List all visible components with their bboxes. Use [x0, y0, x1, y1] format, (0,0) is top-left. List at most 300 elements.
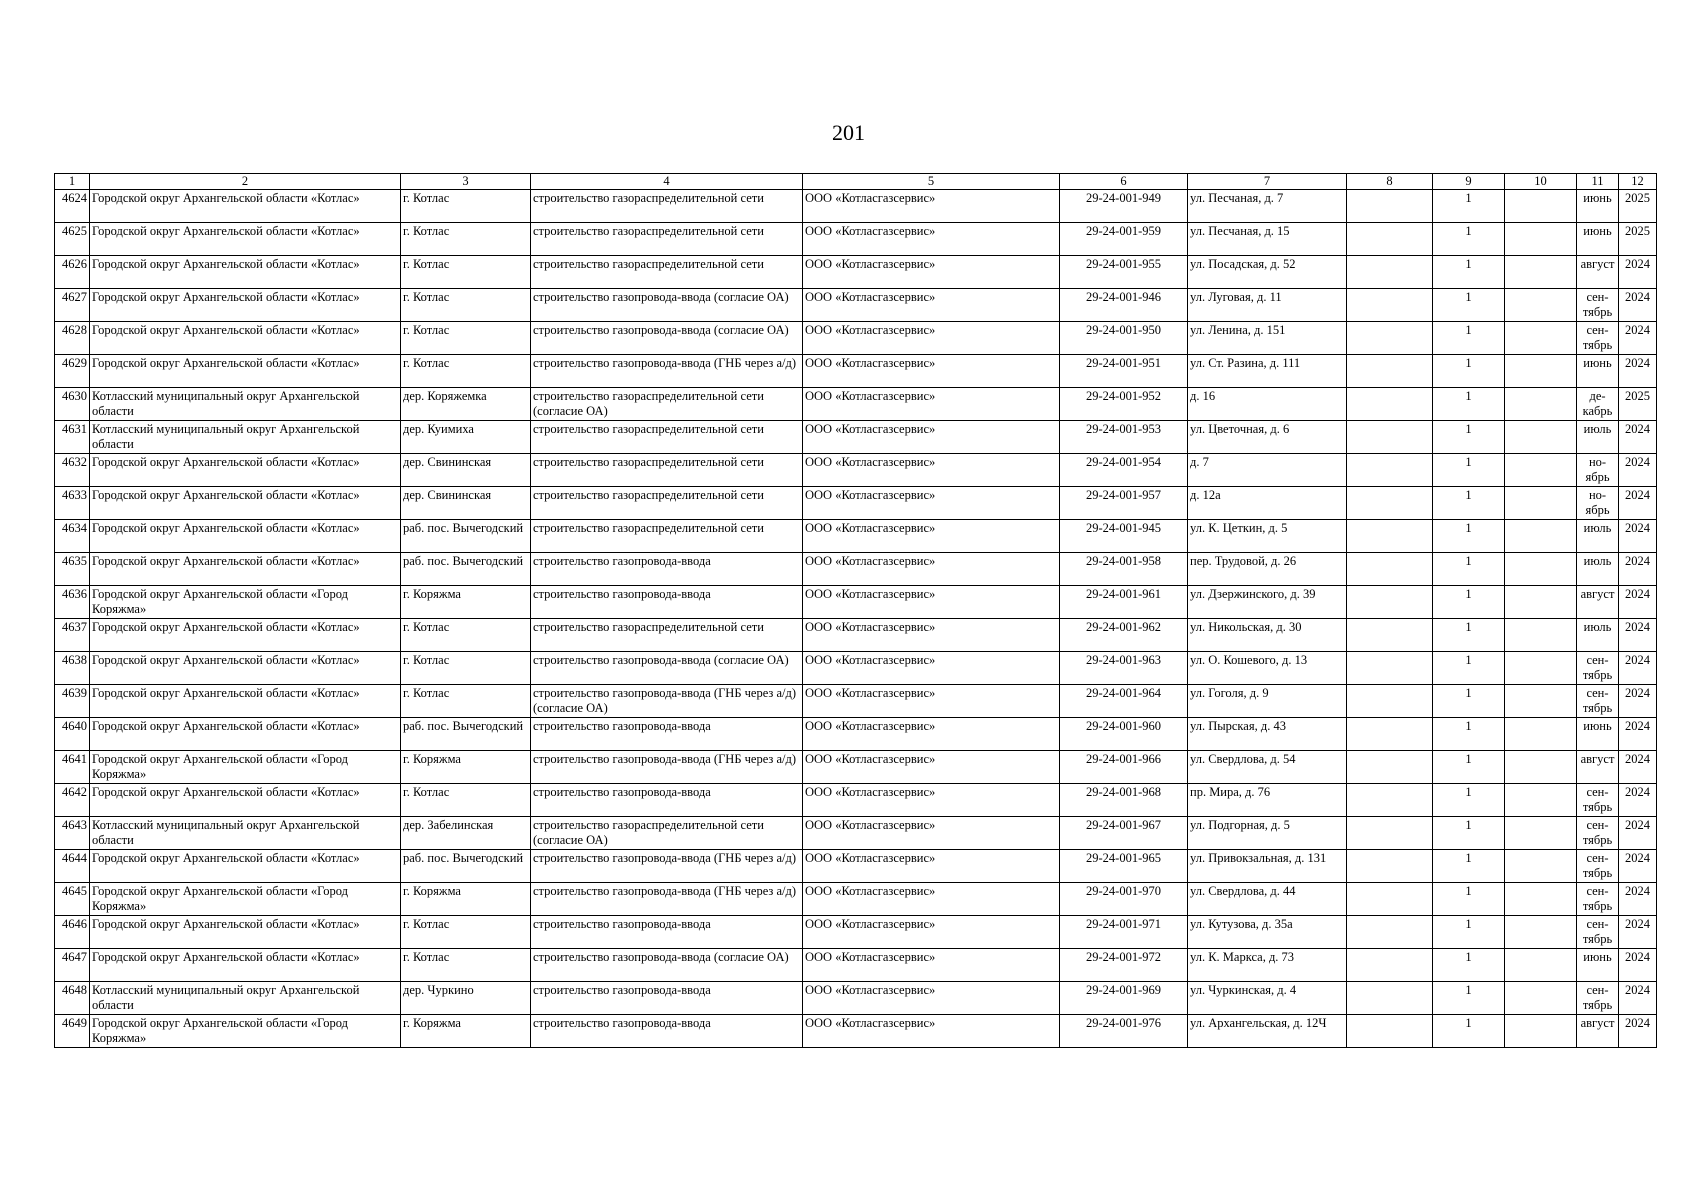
cell-settlement: г. Коряжма — [401, 1015, 531, 1048]
cell-row-number: 4636 — [55, 586, 90, 619]
table-row — [55, 850, 1657, 883]
cell-settlement: г. Котлас — [401, 256, 531, 289]
page-number: 201 — [832, 120, 865, 145]
cell-municipality: Городской округ Архангельской области «Город Коряжма» — [90, 1015, 401, 1048]
cell-municipality: Котласский муниципальный округ Архангельской области — [90, 421, 401, 454]
cell-col-8 — [1347, 454, 1433, 487]
cell-col-8 — [1347, 850, 1433, 883]
cell-work-type: строительство газопровода-ввода — [531, 916, 803, 949]
cell-object-code: 29-24-001-955 — [1060, 256, 1188, 289]
cell-organization: ООО «Котласгазсервис» — [803, 751, 1060, 784]
table-row — [55, 751, 1657, 784]
cell-col-8 — [1347, 652, 1433, 685]
cell-organization: ООО «Котласгазсервис» — [803, 850, 1060, 883]
cell-address: ул. К. Цеткин, д. 5 — [1188, 520, 1347, 553]
cell-col-10 — [1505, 685, 1577, 718]
cell-month: июнь — [1577, 190, 1619, 223]
cell-col-8 — [1347, 355, 1433, 388]
cell-col-10 — [1505, 388, 1577, 421]
cell-col-10 — [1505, 850, 1577, 883]
cell-organization: ООО «Котласгазсервис» — [803, 553, 1060, 586]
cell-year: 2025 — [1619, 388, 1657, 421]
column-header: 4 — [531, 174, 803, 190]
cell-year: 2024 — [1619, 322, 1657, 355]
table-row — [55, 619, 1657, 652]
cell-work-type: строительство газопровода-ввода (ГНБ через а/д) — [531, 751, 803, 784]
cell-municipality: Городской округ Архангельской области «Котлас» — [90, 223, 401, 256]
cell-work-type: строительство газопровода-ввода (ГНБ через а/д) — [531, 355, 803, 388]
cell-object-code: 29-24-001-946 — [1060, 289, 1188, 322]
cell-row-number: 4635 — [55, 553, 90, 586]
cell-row-number: 4643 — [55, 817, 90, 850]
cell-settlement: дер. Чуркино — [401, 982, 531, 1015]
cell-year: 2024 — [1619, 586, 1657, 619]
cell-year: 2024 — [1619, 421, 1657, 454]
cell-organization: ООО «Котласгазсервис» — [803, 784, 1060, 817]
cell-col-10 — [1505, 256, 1577, 289]
cell-col-8 — [1347, 289, 1433, 322]
cell-organization: ООО «Котласгазсервис» — [803, 289, 1060, 322]
cell-work-type: строительство газораспределительной сети — [531, 454, 803, 487]
column-header: 8 — [1347, 174, 1433, 190]
cell-year: 2024 — [1619, 883, 1657, 916]
cell-address: ул. Подгорная, д. 5 — [1188, 817, 1347, 850]
cell-municipality: Городской округ Архангельской области «Город Коряжма» — [90, 751, 401, 784]
cell-municipality: Котласский муниципальный округ Архангельской области — [90, 982, 401, 1015]
cell-col-10 — [1505, 916, 1577, 949]
cell-object-code: 29-24-001-960 — [1060, 718, 1188, 751]
cell-organization: ООО «Котласгазсервис» — [803, 586, 1060, 619]
cell-quantity: 1 — [1433, 982, 1505, 1015]
cell-col-8 — [1347, 256, 1433, 289]
cell-quantity: 1 — [1433, 751, 1505, 784]
cell-organization: ООО «Котласгазсервис» — [803, 421, 1060, 454]
cell-year: 2024 — [1619, 355, 1657, 388]
cell-col-8 — [1347, 916, 1433, 949]
cell-row-number: 4625 — [55, 223, 90, 256]
cell-month: но-ябрь — [1577, 487, 1619, 520]
cell-object-code: 29-24-001-976 — [1060, 1015, 1188, 1048]
cell-row-number: 4624 — [55, 190, 90, 223]
cell-col-10 — [1505, 586, 1577, 619]
cell-municipality: Городской округ Архангельской области «Котлас» — [90, 619, 401, 652]
cell-month: июль — [1577, 619, 1619, 652]
cell-address: д. 7 — [1188, 454, 1347, 487]
cell-settlement: г. Котлас — [401, 949, 531, 982]
cell-settlement: дер. Коряжемка — [401, 388, 531, 421]
table-row — [55, 322, 1657, 355]
cell-year: 2024 — [1619, 718, 1657, 751]
cell-col-8 — [1347, 817, 1433, 850]
cell-organization: ООО «Котласгазсервис» — [803, 487, 1060, 520]
cell-municipality: Городской округ Архангельской области «Котлас» — [90, 355, 401, 388]
cell-month: июль — [1577, 520, 1619, 553]
cell-object-code: 29-24-001-962 — [1060, 619, 1188, 652]
cell-month: август — [1577, 1015, 1619, 1048]
cell-quantity: 1 — [1433, 718, 1505, 751]
cell-year: 2024 — [1619, 949, 1657, 982]
cell-row-number: 4642 — [55, 784, 90, 817]
cell-address: д. 16 — [1188, 388, 1347, 421]
cell-settlement: раб. пос. Вычегодский — [401, 850, 531, 883]
cell-row-number: 4637 — [55, 619, 90, 652]
cell-municipality: Городской округ Архангельской области «Котлас» — [90, 256, 401, 289]
table-row — [55, 817, 1657, 850]
cell-col-10 — [1505, 718, 1577, 751]
cell-col-8 — [1347, 751, 1433, 784]
cell-address: ул. К. Маркса, д. 73 — [1188, 949, 1347, 982]
table-row — [55, 454, 1657, 487]
cell-organization: ООО «Котласгазсервис» — [803, 322, 1060, 355]
cell-settlement: раб. пос. Вычегодский — [401, 718, 531, 751]
cell-col-10 — [1505, 553, 1577, 586]
cell-object-code: 29-24-001-949 — [1060, 190, 1188, 223]
column-number-row — [55, 174, 1657, 190]
cell-address: ул. Свердлова, д. 54 — [1188, 751, 1347, 784]
cell-address: ул. Луговая, д. 11 — [1188, 289, 1347, 322]
cell-object-code: 29-24-001-966 — [1060, 751, 1188, 784]
cell-organization: ООО «Котласгазсервис» — [803, 1015, 1060, 1048]
cell-month: сен-тябрь — [1577, 982, 1619, 1015]
cell-settlement: г. Котлас — [401, 355, 531, 388]
cell-organization: ООО «Котласгазсервис» — [803, 949, 1060, 982]
cell-quantity: 1 — [1433, 487, 1505, 520]
cell-row-number: 4644 — [55, 850, 90, 883]
cell-row-number: 4639 — [55, 685, 90, 718]
cell-quantity: 1 — [1433, 289, 1505, 322]
cell-month: сен-тябрь — [1577, 916, 1619, 949]
cell-row-number: 4648 — [55, 982, 90, 1015]
cell-month: де-кабрь — [1577, 388, 1619, 421]
cell-row-number: 4626 — [55, 256, 90, 289]
cell-object-code: 29-24-001-951 — [1060, 355, 1188, 388]
cell-settlement: дер. Свининская — [401, 454, 531, 487]
column-header: 9 — [1433, 174, 1505, 190]
table-row — [55, 520, 1657, 553]
cell-address: ул. Свердлова, д. 44 — [1188, 883, 1347, 916]
cell-row-number: 4646 — [55, 916, 90, 949]
cell-organization: ООО «Котласгазсервис» — [803, 520, 1060, 553]
cell-quantity: 1 — [1433, 784, 1505, 817]
cell-address: ул. Пырская, д. 43 — [1188, 718, 1347, 751]
cell-organization: ООО «Котласгазсервис» — [803, 817, 1060, 850]
cell-month: сен-тябрь — [1577, 784, 1619, 817]
cell-col-10 — [1505, 520, 1577, 553]
table-row — [55, 949, 1657, 982]
cell-col-8 — [1347, 487, 1433, 520]
column-header: 7 — [1188, 174, 1347, 190]
cell-quantity: 1 — [1433, 883, 1505, 916]
cell-row-number: 4629 — [55, 355, 90, 388]
cell-work-type: строительство газопровода-ввода (согласие ОА) — [531, 652, 803, 685]
cell-month: июль — [1577, 553, 1619, 586]
cell-quantity: 1 — [1433, 949, 1505, 982]
cell-object-code: 29-24-001-957 — [1060, 487, 1188, 520]
cell-object-code: 29-24-001-958 — [1060, 553, 1188, 586]
cell-year: 2024 — [1619, 619, 1657, 652]
cell-quantity: 1 — [1433, 850, 1505, 883]
cell-col-8 — [1347, 784, 1433, 817]
cell-col-8 — [1347, 1015, 1433, 1048]
cell-work-type: строительство газопровода-ввода (ГНБ через а/д) — [531, 883, 803, 916]
column-header: 3 — [401, 174, 531, 190]
cell-work-type: строительство газораспределительной сети — [531, 256, 803, 289]
cell-year: 2024 — [1619, 982, 1657, 1015]
cell-row-number: 4627 — [55, 289, 90, 322]
register-body — [55, 190, 1657, 1048]
cell-object-code: 29-24-001-964 — [1060, 685, 1188, 718]
cell-month: август — [1577, 256, 1619, 289]
cell-settlement: г. Коряжма — [401, 751, 531, 784]
cell-address: ул. Ленина, д. 151 — [1188, 322, 1347, 355]
cell-row-number: 4634 — [55, 520, 90, 553]
table-row — [55, 190, 1657, 223]
table-row — [55, 256, 1657, 289]
cell-col-8 — [1347, 553, 1433, 586]
cell-quantity: 1 — [1433, 520, 1505, 553]
cell-municipality: Городской округ Архангельской области «Котлас» — [90, 949, 401, 982]
cell-municipality: Городской округ Архангельской области «Котлас» — [90, 718, 401, 751]
table-row — [55, 355, 1657, 388]
cell-object-code: 29-24-001-969 — [1060, 982, 1188, 1015]
cell-address: ул. Дзержинского, д. 39 — [1188, 586, 1347, 619]
cell-quantity: 1 — [1433, 355, 1505, 388]
cell-work-type: строительство газопровода-ввода (ГНБ через а/д) — [531, 850, 803, 883]
cell-municipality: Городской округ Архангельской области «Котлас» — [90, 289, 401, 322]
cell-work-type: строительство газораспределительной сети — [531, 223, 803, 256]
cell-organization: ООО «Котласгазсервис» — [803, 619, 1060, 652]
cell-col-10 — [1505, 223, 1577, 256]
cell-work-type: строительство газопровода-ввода (согласие ОА) — [531, 949, 803, 982]
cell-year: 2024 — [1619, 1015, 1657, 1048]
cell-settlement: дер. Куимиха — [401, 421, 531, 454]
cell-settlement: г. Коряжма — [401, 586, 531, 619]
table-row — [55, 916, 1657, 949]
cell-organization: ООО «Котласгазсервис» — [803, 190, 1060, 223]
column-header: 11 — [1577, 174, 1619, 190]
cell-work-type: строительство газораспределительной сети — [531, 619, 803, 652]
cell-month: сен-тябрь — [1577, 883, 1619, 916]
table-row — [55, 388, 1657, 421]
cell-organization: ООО «Котласгазсервис» — [803, 388, 1060, 421]
cell-quantity: 1 — [1433, 586, 1505, 619]
cell-quantity: 1 — [1433, 916, 1505, 949]
cell-address: ул. Цветочная, д. 6 — [1188, 421, 1347, 454]
cell-settlement: раб. пос. Вычегодский — [401, 553, 531, 586]
table-row — [55, 289, 1657, 322]
cell-col-10 — [1505, 1015, 1577, 1048]
cell-object-code: 29-24-001-968 — [1060, 784, 1188, 817]
cell-quantity: 1 — [1433, 685, 1505, 718]
cell-work-type: строительство газораспределительной сети — [531, 421, 803, 454]
cell-row-number: 4640 — [55, 718, 90, 751]
cell-month: сен-тябрь — [1577, 685, 1619, 718]
table-row — [55, 685, 1657, 718]
cell-month: сен-тябрь — [1577, 817, 1619, 850]
cell-row-number: 4647 — [55, 949, 90, 982]
cell-month: сен-тябрь — [1577, 652, 1619, 685]
cell-organization: ООО «Котласгазсервис» — [803, 718, 1060, 751]
cell-row-number: 4649 — [55, 1015, 90, 1048]
cell-object-code: 29-24-001-970 — [1060, 883, 1188, 916]
cell-object-code: 29-24-001-972 — [1060, 949, 1188, 982]
cell-col-10 — [1505, 817, 1577, 850]
cell-address: пер. Трудовой, д. 26 — [1188, 553, 1347, 586]
table-row — [55, 553, 1657, 586]
cell-month: июнь — [1577, 355, 1619, 388]
table-row — [55, 421, 1657, 454]
cell-address: ул. Кутузова, д. 35а — [1188, 916, 1347, 949]
cell-object-code: 29-24-001-963 — [1060, 652, 1188, 685]
cell-quantity: 1 — [1433, 190, 1505, 223]
cell-municipality: Котласский муниципальный округ Архангельской области — [90, 817, 401, 850]
cell-object-code: 29-24-001-945 — [1060, 520, 1188, 553]
cell-settlement: дер. Забелинская — [401, 817, 531, 850]
cell-municipality: Городской округ Архангельской области «Котлас» — [90, 322, 401, 355]
cell-col-10 — [1505, 322, 1577, 355]
cell-work-type: строительство газораспределительной сети — [531, 520, 803, 553]
cell-year: 2024 — [1619, 850, 1657, 883]
cell-municipality: Городской округ Архангельской области «Котлас» — [90, 916, 401, 949]
cell-row-number: 4628 — [55, 322, 90, 355]
cell-work-type: строительство газопровода-ввода — [531, 718, 803, 751]
cell-work-type: строительство газопровода-ввода (согласие ОА) — [531, 289, 803, 322]
column-header: 12 — [1619, 174, 1657, 190]
cell-year: 2024 — [1619, 652, 1657, 685]
cell-municipality: Городской округ Архангельской области «Котлас» — [90, 553, 401, 586]
cell-settlement: раб. пос. Вычегодский — [401, 520, 531, 553]
cell-month: август — [1577, 751, 1619, 784]
cell-organization: ООО «Котласгазсервис» — [803, 256, 1060, 289]
cell-organization: ООО «Котласгазсервис» — [803, 223, 1060, 256]
cell-col-8 — [1347, 949, 1433, 982]
cell-month: июнь — [1577, 949, 1619, 982]
cell-row-number: 4633 — [55, 487, 90, 520]
cell-col-10 — [1505, 487, 1577, 520]
cell-municipality: Городской округ Архангельской области «Котлас» — [90, 487, 401, 520]
cell-col-10 — [1505, 454, 1577, 487]
cell-settlement: г. Котлас — [401, 289, 531, 322]
cell-address: д. 12а — [1188, 487, 1347, 520]
cell-col-10 — [1505, 949, 1577, 982]
cell-row-number: 4641 — [55, 751, 90, 784]
cell-row-number: 4645 — [55, 883, 90, 916]
cell-settlement: г. Котлас — [401, 652, 531, 685]
cell-quantity: 1 — [1433, 256, 1505, 289]
table-row — [55, 487, 1657, 520]
cell-address: ул. Привокзальная, д. 131 — [1188, 850, 1347, 883]
cell-address: ул. Посадская, д. 52 — [1188, 256, 1347, 289]
cell-quantity: 1 — [1433, 421, 1505, 454]
cell-year: 2024 — [1619, 751, 1657, 784]
cell-month: сен-тябрь — [1577, 322, 1619, 355]
cell-row-number: 4632 — [55, 454, 90, 487]
register-table — [54, 173, 1657, 1048]
cell-row-number: 4631 — [55, 421, 90, 454]
cell-year: 2025 — [1619, 190, 1657, 223]
cell-quantity: 1 — [1433, 454, 1505, 487]
cell-year: 2024 — [1619, 916, 1657, 949]
cell-year: 2024 — [1619, 289, 1657, 322]
cell-work-type: строительство газопровода-ввода — [531, 1015, 803, 1048]
cell-row-number: 4638 — [55, 652, 90, 685]
table-row — [55, 718, 1657, 751]
cell-year: 2024 — [1619, 454, 1657, 487]
cell-month: но-ябрь — [1577, 454, 1619, 487]
cell-col-8 — [1347, 322, 1433, 355]
cell-address: ул. О. Кошевого, д. 13 — [1188, 652, 1347, 685]
cell-municipality: Городской округ Архангельской области «Котлас» — [90, 190, 401, 223]
cell-object-code: 29-24-001-961 — [1060, 586, 1188, 619]
cell-col-10 — [1505, 784, 1577, 817]
cell-col-8 — [1347, 421, 1433, 454]
cell-object-code: 29-24-001-954 — [1060, 454, 1188, 487]
cell-municipality: Городской округ Архангельской области «Котлас» — [90, 652, 401, 685]
cell-settlement: дер. Свининская — [401, 487, 531, 520]
cell-work-type: строительство газопровода-ввода (согласие ОА) — [531, 322, 803, 355]
cell-settlement: г. Котлас — [401, 322, 531, 355]
cell-organization: ООО «Котласгазсервис» — [803, 982, 1060, 1015]
cell-organization: ООО «Котласгазсервис» — [803, 454, 1060, 487]
cell-work-type: строительство газопровода-ввода (ГНБ через а/д) (согласие ОА) — [531, 685, 803, 718]
cell-col-8 — [1347, 718, 1433, 751]
cell-work-type: строительство газопровода-ввода — [531, 784, 803, 817]
cell-work-type: строительство газопровода-ввода — [531, 586, 803, 619]
table-row — [55, 883, 1657, 916]
cell-organization: ООО «Котласгазсервис» — [803, 883, 1060, 916]
cell-year: 2024 — [1619, 520, 1657, 553]
cell-municipality: Городской округ Архангельской области «Котлас» — [90, 520, 401, 553]
cell-col-10 — [1505, 289, 1577, 322]
cell-year: 2025 — [1619, 223, 1657, 256]
cell-organization: ООО «Котласгазсервис» — [803, 355, 1060, 388]
cell-municipality: Городской округ Архангельской области «Котлас» — [90, 454, 401, 487]
cell-col-10 — [1505, 982, 1577, 1015]
column-header: 10 — [1505, 174, 1577, 190]
cell-month: июнь — [1577, 223, 1619, 256]
cell-municipality: Городской округ Архангельской области «Котлас» — [90, 784, 401, 817]
cell-municipality: Городской округ Архангельской области «Котлас» — [90, 685, 401, 718]
cell-col-8 — [1347, 190, 1433, 223]
cell-col-10 — [1505, 190, 1577, 223]
cell-col-8 — [1347, 619, 1433, 652]
cell-object-code: 29-24-001-965 — [1060, 850, 1188, 883]
cell-municipality: Городской округ Архангельской области «Город Коряжма» — [90, 586, 401, 619]
cell-quantity: 1 — [1433, 388, 1505, 421]
cell-settlement: г. Котлас — [401, 685, 531, 718]
cell-organization: ООО «Котласгазсервис» — [803, 685, 1060, 718]
cell-quantity: 1 — [1433, 619, 1505, 652]
cell-settlement: г. Коряжма — [401, 883, 531, 916]
cell-work-type: строительство газораспределительной сети (согласие ОА) — [531, 817, 803, 850]
cell-quantity: 1 — [1433, 1015, 1505, 1048]
cell-organization: ООО «Котласгазсервис» — [803, 916, 1060, 949]
cell-object-code: 29-24-001-953 — [1060, 421, 1188, 454]
cell-settlement: г. Котлас — [401, 916, 531, 949]
cell-address: ул. Чуркинская, д. 4 — [1188, 982, 1347, 1015]
cell-col-10 — [1505, 355, 1577, 388]
cell-col-8 — [1347, 223, 1433, 256]
cell-municipality: Городской округ Архангельской области «Котлас» — [90, 850, 401, 883]
cell-row-number: 4630 — [55, 388, 90, 421]
cell-address: ул. Песчаная, д. 7 — [1188, 190, 1347, 223]
cell-year: 2024 — [1619, 256, 1657, 289]
column-header: 6 — [1060, 174, 1188, 190]
cell-quantity: 1 — [1433, 652, 1505, 685]
cell-year: 2024 — [1619, 553, 1657, 586]
cell-settlement: г. Котлас — [401, 223, 531, 256]
table-row — [55, 1015, 1657, 1048]
